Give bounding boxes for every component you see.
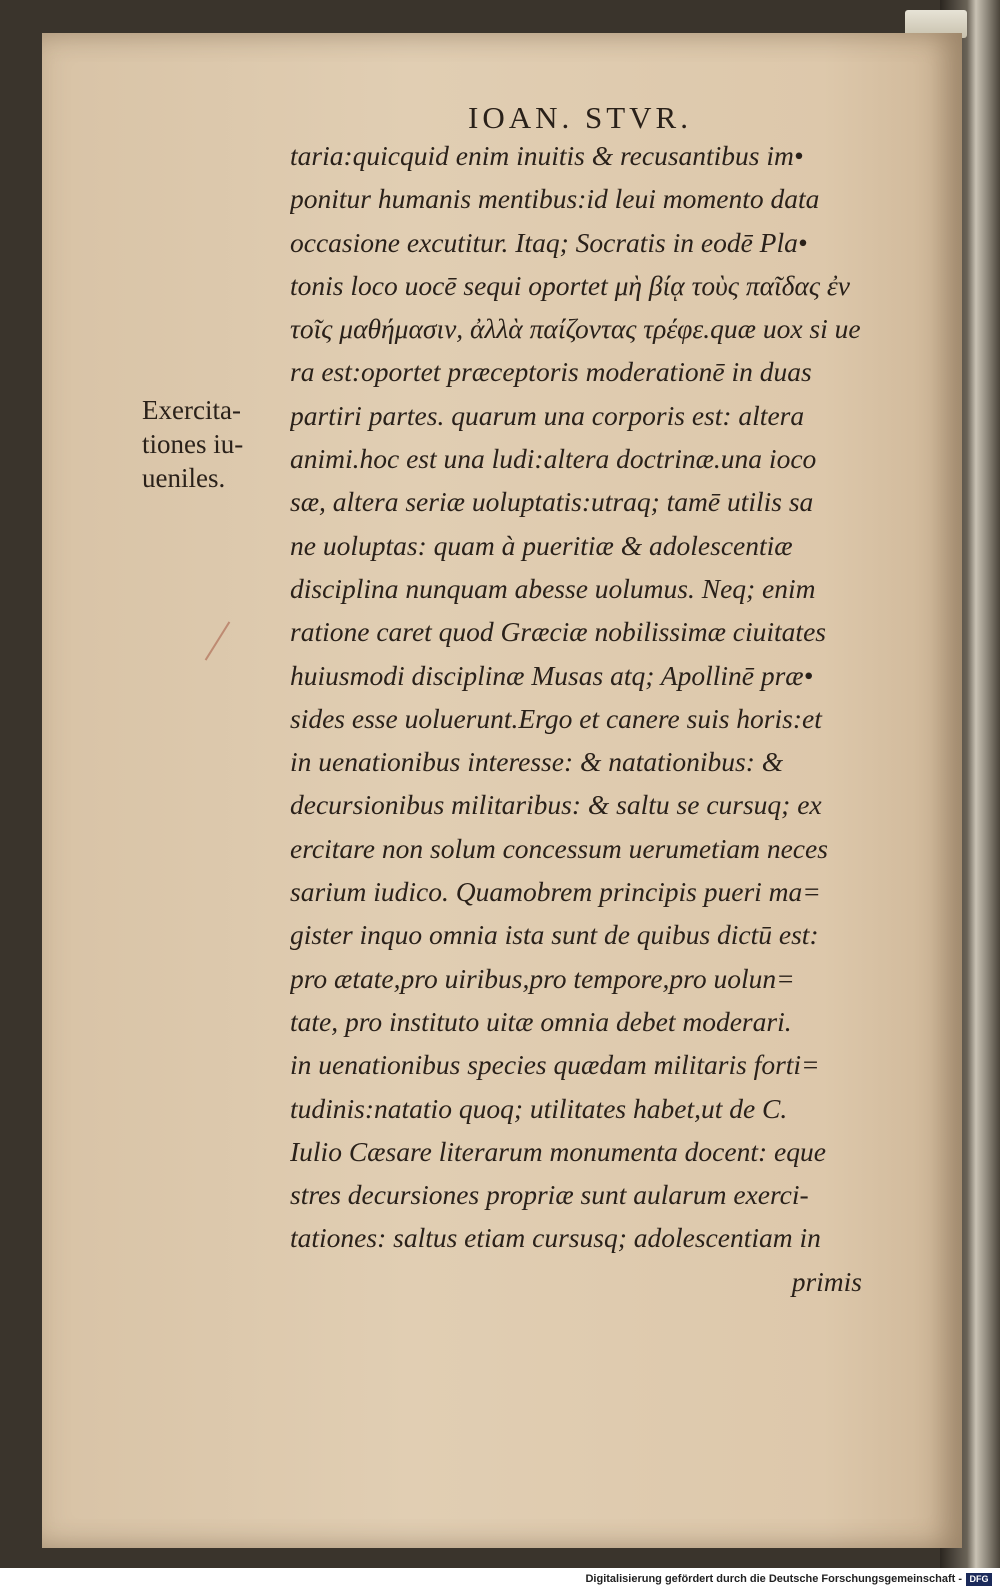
- text-line: animi.hoc est una ludi:altera doctrinæ.una ioco: [290, 443, 817, 475]
- text-line: sides esse uoluerunt.Ergo et canere suis horis:et: [290, 702, 822, 734]
- marginal-note-line: ueniles.: [142, 463, 226, 493]
- text-line: tate, pro instituto uitæ omnia debet moderari.: [290, 1005, 792, 1037]
- text-line: disciplina nunquam abesse uolumus. Neq; enim: [290, 572, 816, 604]
- text-line: ra est:oportet præceptoris moderationē in duas: [290, 356, 812, 388]
- text-line: tudinis:natatio quoq; utilitates habet,ut de C.: [290, 1092, 788, 1124]
- footer-bar: [0, 1572, 1000, 1590]
- text-line: tationes: saltus etiam cursusq; adolescentiam in: [290, 1222, 821, 1254]
- text-line: ercitare non solum concessum uerumetiam neces: [290, 832, 828, 864]
- marginal-note: [142, 393, 243, 495]
- text-line: tonis loco uocē sequi oportet μὴ βίᾳ τοὺς παῖδας ἐν: [290, 269, 850, 301]
- text-line: sæ, altera seriæ uoluptatis:utraq; tamē utilis sa: [290, 486, 814, 518]
- text-line: pro ætate,pro uiribus,pro tempore,pro uolun=: [290, 962, 795, 994]
- text-line: stres decursiones propriæ sunt aularum exerci-: [290, 1179, 809, 1211]
- text-line: ponitur humanis mentibus:id leui momento data: [290, 183, 820, 215]
- text-line: Iulio Cæsare literarum monumenta docent: eque: [290, 1135, 826, 1167]
- funding-credit: Digitalisierung gefördert durch die Deutsche Forschungsgemeinschaft -: [585, 1573, 962, 1585]
- text-line: occasione excutitur. Itaq; Socratis in eodē Pla•: [290, 226, 808, 258]
- text-line: τοῖς μαθήμασιν, ἀλλὰ παίζοντας τρέφε.quæ uox si ue: [290, 313, 861, 345]
- text-line: gister inquo omnia ista sunt de quibus dictū est:: [290, 919, 819, 951]
- running-header: IOAN. STVR.: [468, 100, 692, 135]
- text-line: decursionibus militaribus: & saltu se cursuq; ex: [290, 789, 822, 821]
- text-line: in uenationibus interesse: & natationibus: &: [290, 746, 784, 778]
- marginal-note-line: tiones iu-: [142, 429, 244, 459]
- text-line: ne uoluptas: quam à pueritiæ & adolescentiæ: [290, 529, 793, 561]
- text-line: in uenationibus species quædam militaris forti=: [290, 1049, 820, 1081]
- catchword: primis: [791, 1265, 862, 1297]
- body-text: [290, 134, 920, 1303]
- marginal-note-line: Exercita-: [142, 395, 241, 425]
- text-line: taria:quicquid enim inuitis & recusantibus im•: [290, 140, 804, 171]
- text-line: partiri partes. quarum una corporis est: altera: [290, 399, 805, 431]
- text-line: ratione caret quod Græciæ nobilissimæ ciuitates: [290, 616, 826, 648]
- dfg-logo: DFG: [966, 1573, 992, 1586]
- text-line: sarium iudico. Quamobrem principis pueri ma=: [290, 876, 821, 908]
- text-line: huiusmodi disciplinæ Musas atq; Apollinē præ•: [290, 659, 814, 691]
